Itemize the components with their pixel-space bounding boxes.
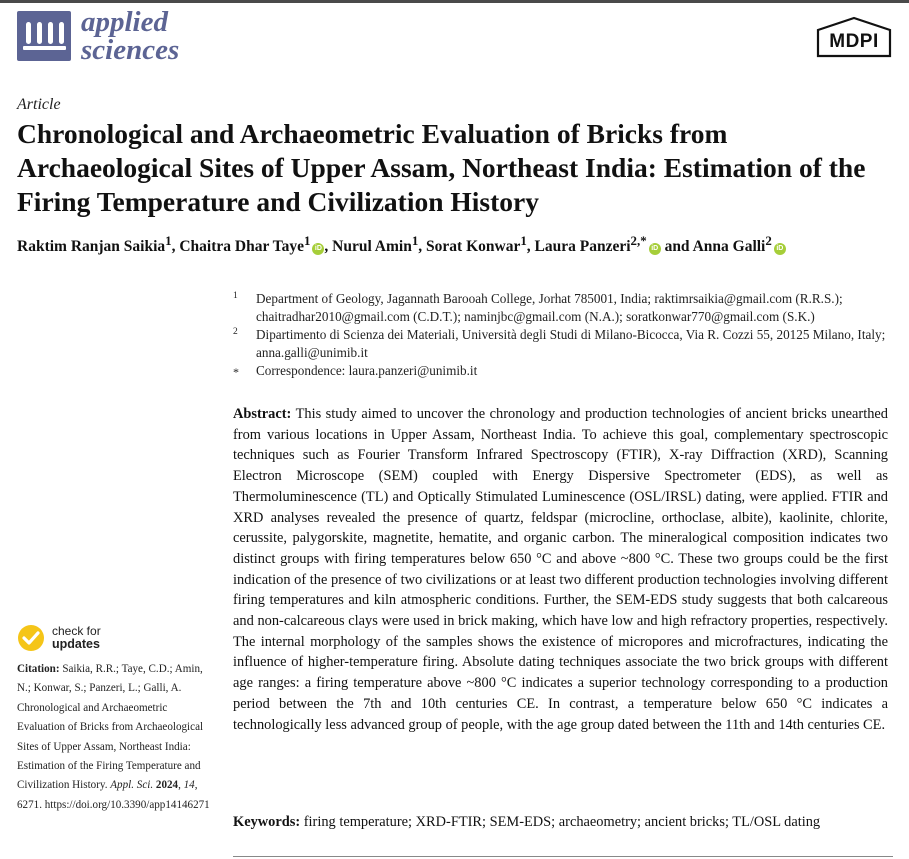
author-name: Nurul Amin	[332, 238, 412, 256]
author-affiliation-sup: 2	[765, 233, 772, 248]
author-name: Raktim Ranjan Saikia	[17, 238, 166, 256]
affiliation-mark: 1	[233, 291, 238, 301]
author-separator: ,	[171, 238, 180, 256]
journal-logo[interactable]	[17, 8, 179, 64]
check-updates-line2: updates	[52, 637, 100, 651]
author-separator: and	[660, 238, 693, 256]
journal-name	[81, 8, 179, 64]
author-separator: ,	[418, 238, 427, 256]
correspondence	[233, 362, 893, 380]
author-name: Laura Panzeri	[534, 238, 631, 256]
article-type: Article	[17, 96, 61, 113]
orcid-icon[interactable]: iD	[774, 243, 786, 255]
affiliation-text: Department of Geology, Jagannath Barooah College, Jorhat 785001, India; raktimrsaikia@gmail.com (R.R.S.); chaitradhar2010@gmail.com (C.D.T.); naminjbc@gmail.com (N.A.); soratkonwar770@gmail.com (S.K.)	[256, 291, 843, 324]
abstract-text: This study aimed to uncover the chronology and production technologies of ancient bricks unearthed from various locations in Upper Assam, Northeast India. To achieve this goal, complementary spectroscopic techniques such as Fourier Transform Infrared Spectroscopy (FTIR), X-ray Diffraction (XRD), Scanning Electron Microscope (SEM) coupled with Energy Dispersive Spectrometer (EDS), as well as Thermoluminescence (TL) and Optically Stimulated Luminescence (OSL/IRSL) dating, were applied. FTIR and XRD analyses revealed the presence of quartz, feldspar (microcline, orthoclase, albite), kaolinite, chlorite, cerussite, palygorskite, magnetite, hematite, and organic carbon. The mineralogical composition indicates two distinct groups with firing temperatures below 650 °C and above ~800 °C. These two groups could be the first indication of the presence of two civilizations or at least two different production technologies involving different firing temperatures and kiln atmospheric conditions. Further, the SEM-EDS study suggests that both calcareous and non-calcareous clays were used in brick making, which have low and high refractory properties, respectively. The internal morphology of the samples shows the existence of micropores and microfractures, indicating the influence of higher-temperature firing. Absolute dating techniques associate the two brick groups with different age ranges: a firing temperature above ~800 °C indicates a superior technology corresponding to a production period between the 7th and 10th centuries CE. In contrast, a temperature below 650 °C indicates a technologically less advanced group of people, with the age group dated between the 11th and 14th centuries CE.	[233, 406, 888, 733]
author-list	[17, 233, 902, 256]
journal-name-line2: sciences	[81, 34, 180, 66]
journal-name-line1: applied	[81, 6, 168, 38]
author-name: Chaitra Dhar Taye	[179, 238, 304, 256]
affiliation-2	[233, 326, 893, 362]
keywords	[233, 814, 893, 831]
correspondence-mark: *	[233, 365, 239, 379]
check-for-updates-badge[interactable]	[17, 624, 101, 652]
paper-title: Chronological and Archaeometric Evaluation of Bricks from Archaeological Sites of Upper Assam, Northeast India: Estimation of the Firing Temperature and Civilization History	[17, 118, 866, 217]
publisher-name: MDPI	[829, 31, 879, 52]
citation-pages: , 6271.	[17, 779, 198, 811]
publisher-logo[interactable]	[816, 16, 892, 63]
top-rule	[0, 0, 909, 3]
citation-year: 2024	[155, 779, 179, 792]
author-separator: ,	[324, 238, 333, 256]
keywords-text: firing temperature; XRD-FTIR; SEM-EDS; archaeometry; ancient bricks; TL/OSL dating	[303, 814, 821, 830]
abstract	[233, 404, 888, 735]
citation-volume: 14	[183, 779, 195, 792]
abstract-label: Abstract:	[233, 406, 292, 422]
orcid-icon[interactable]: iD	[312, 243, 324, 255]
affiliation-1	[233, 290, 893, 326]
author-affiliation-sup: 1	[303, 233, 311, 248]
bottom-rule	[233, 856, 893, 857]
citation-block: Citation: Saikia, R.R.; Taye, C.D.; Amin, N.; Konwar, S.; Panzeri, L.; Galli, A. Chronological and Archaeometric Evaluation of Bricks from Archaeological Sites of Upper Assam, Northeast India: Estimation of the Firing Temperature and Civilization History. Appl. Sci. 2024, 14, 6271. https://doi.org/10.3390/app14146271	[17, 663, 210, 811]
check-updates-line1: check for	[52, 624, 101, 638]
orcid-icon[interactable]: iD	[649, 243, 661, 255]
keywords-label: Keywords:	[233, 814, 301, 830]
check-updates-icon	[17, 624, 45, 652]
author-affiliation-sup: 1	[411, 233, 419, 248]
citation-label: Citation:	[17, 663, 60, 675]
author-affiliation-sup: 1	[165, 233, 172, 248]
affiliation-text: Dipartimento di Scienza dei Materiali, Università degli Studi di Milano-Bicocca, Via R. Cozzi 55, 20125 Milano, Italy; anna.galli@unimib.it	[256, 327, 886, 360]
author-separator: ,	[526, 238, 535, 256]
author-name: Anna Galli	[692, 238, 766, 256]
author-name: Sorat Konwar	[426, 238, 521, 256]
citation-doi-link[interactable]: https://doi.org/10.3390/app14146271	[44, 798, 210, 811]
citation-text: Saikia, R.R.; Taye, C.D.; Amin, N.; Konwar, S.; Panzeri, L.; Galli, A. Chronological and Archaeometric Evaluation of Bricks from Archaeological Sites of Upper Assam, Northeast India: Estimation of the Firing Temperature and Civilization History.	[17, 663, 204, 792]
author-affiliation-sup: 2,*	[630, 233, 647, 248]
journal-logo-icon	[17, 11, 71, 61]
author-affiliation-sup: 1	[520, 233, 527, 248]
citation-journal: Appl. Sci.	[110, 779, 154, 792]
affiliation-mark: 2	[233, 327, 238, 337]
correspondence-text: Correspondence: laura.panzeri@unimib.it	[256, 363, 478, 378]
